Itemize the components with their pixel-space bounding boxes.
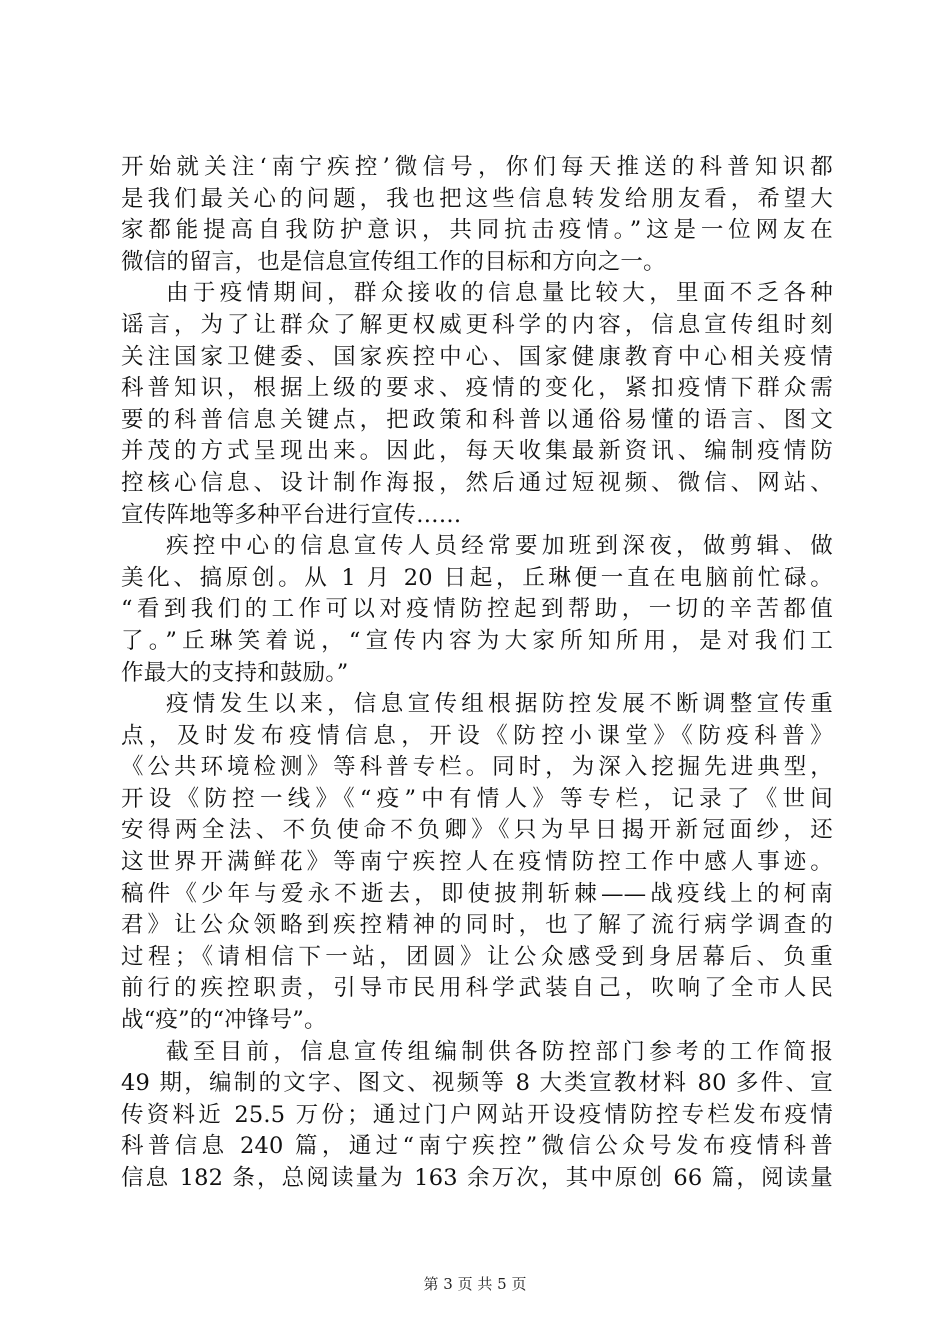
text-line: 微信的留言，也是信息宣传组工作的目标和方向之一。 [121, 248, 666, 275]
document-body [121, 152, 833, 1195]
text-line: 要的科普信息关键点，把政策和科普以通俗易懂的语言、图文 [121, 406, 833, 433]
text-line: 过程；《请相信下一站，团圆》让公众感受到身居幕后、负重 [121, 943, 833, 970]
text-line: 疫情发生以来，信息宣传组根据防控发展不断调整宣传重 [166, 691, 833, 718]
text-line: 《公共环境检测》等科普专栏。同时，为深入挖掘先进典型， [121, 754, 833, 781]
text-line: 49 期，编制的文字、图文、视频等 8 大类宣教材料 80 多件、宣 [121, 1070, 833, 1097]
text-line: 这世界开满鲜花》等南宁疾控人在疫情防控工作中感人事迹。 [121, 849, 833, 876]
text-line: 君》让公众领略到疾控精神的同时，也了解了流行病学调查的 [121, 912, 833, 939]
text-line: 传资料近 25.5 万份；通过门户网站开设疫情防控专栏发布疫情 [121, 1101, 833, 1128]
text-line: 由于疫情期间，群众接收的信息量比较大，里面不乏各种 [166, 280, 833, 307]
text-line: 科普信息 240 篇，通过“南宁疾控”微信公众号发布疫情科普 [121, 1133, 833, 1160]
text-line: 开始就关注‘南宁疾控’微信号，你们每天推送的科普知识都 [121, 154, 833, 180]
text-line: 家都能提高自我防护意识，共同抗击疫情。”这是一位网友在 [121, 217, 833, 244]
text-line: 稿件《少年与爱永不逝去，即使披荆斩棘——战疫线上的柯南 [121, 880, 833, 907]
text-line: 关注国家卫健委、国家疾控中心、国家健康教育中心相关疫情 [121, 343, 833, 370]
text-line: “看到我们的工作可以对疫情防控起到帮助，一切的辛苦都值 [121, 596, 833, 623]
text-line: 疾控中心的信息宣传人员经常要加班到深夜，做剪辑、做 [166, 533, 833, 560]
text-line: 控核心信息、设计制作海报，然后通过短视频、微信、网站、 [121, 469, 833, 496]
text-line: 点，及时发布疫情信息，开设《防控小课堂》《防疫科普》 [121, 722, 833, 749]
text-line: 作最大的支持和鼓励。” [121, 659, 349, 686]
page-footer: 第 3 页 共 5 页 [423, 1275, 527, 1293]
text-line: 开设《防控一线》《“疫”中有情人》等专栏，记录了《世间 [121, 785, 833, 812]
text-line: 宣传阵地等多种平台进行宣传…… [121, 501, 462, 528]
text-line: 科普知识，根据上级的要求、疫情的变化，紧扣疫情下群众需 [121, 375, 833, 402]
text-line: 并茂的方式呈现出来。因此，每天收集最新资讯、编制疫情防 [121, 438, 833, 465]
text-line: 截至目前，信息宣传组编制供各防控部门参考的工作简报 [166, 1038, 833, 1065]
text-line: 安得两全法、不负使命不负卿》《只为早日揭开新冠面纱，还 [121, 817, 833, 844]
text-line: 信息 182 条，总阅读量为 163 余万次，其中原创 66 篇，阅读量 [121, 1165, 833, 1191]
text-line: 谣言，为了让群众了解更权威更科学的内容，信息宣传组时刻 [121, 311, 833, 338]
text-line: 战“疫”的“冲锋号”。 [121, 1007, 327, 1034]
text-line: 了。”丘琳笑着说，“宣传内容为大家所知所用，是对我们工 [121, 627, 833, 654]
text-line: 是我们最关心的问题，我也把这些信息转发给朋友看，希望大 [121, 185, 833, 212]
text-line: 前行的疾控职责，引导市民用科学武装自己，吹响了全市人民 [121, 975, 833, 1002]
text-line: 美化、搞原创。从 1 月 20 日起，丘琳便一直在电脑前忙碌。 [121, 564, 833, 591]
